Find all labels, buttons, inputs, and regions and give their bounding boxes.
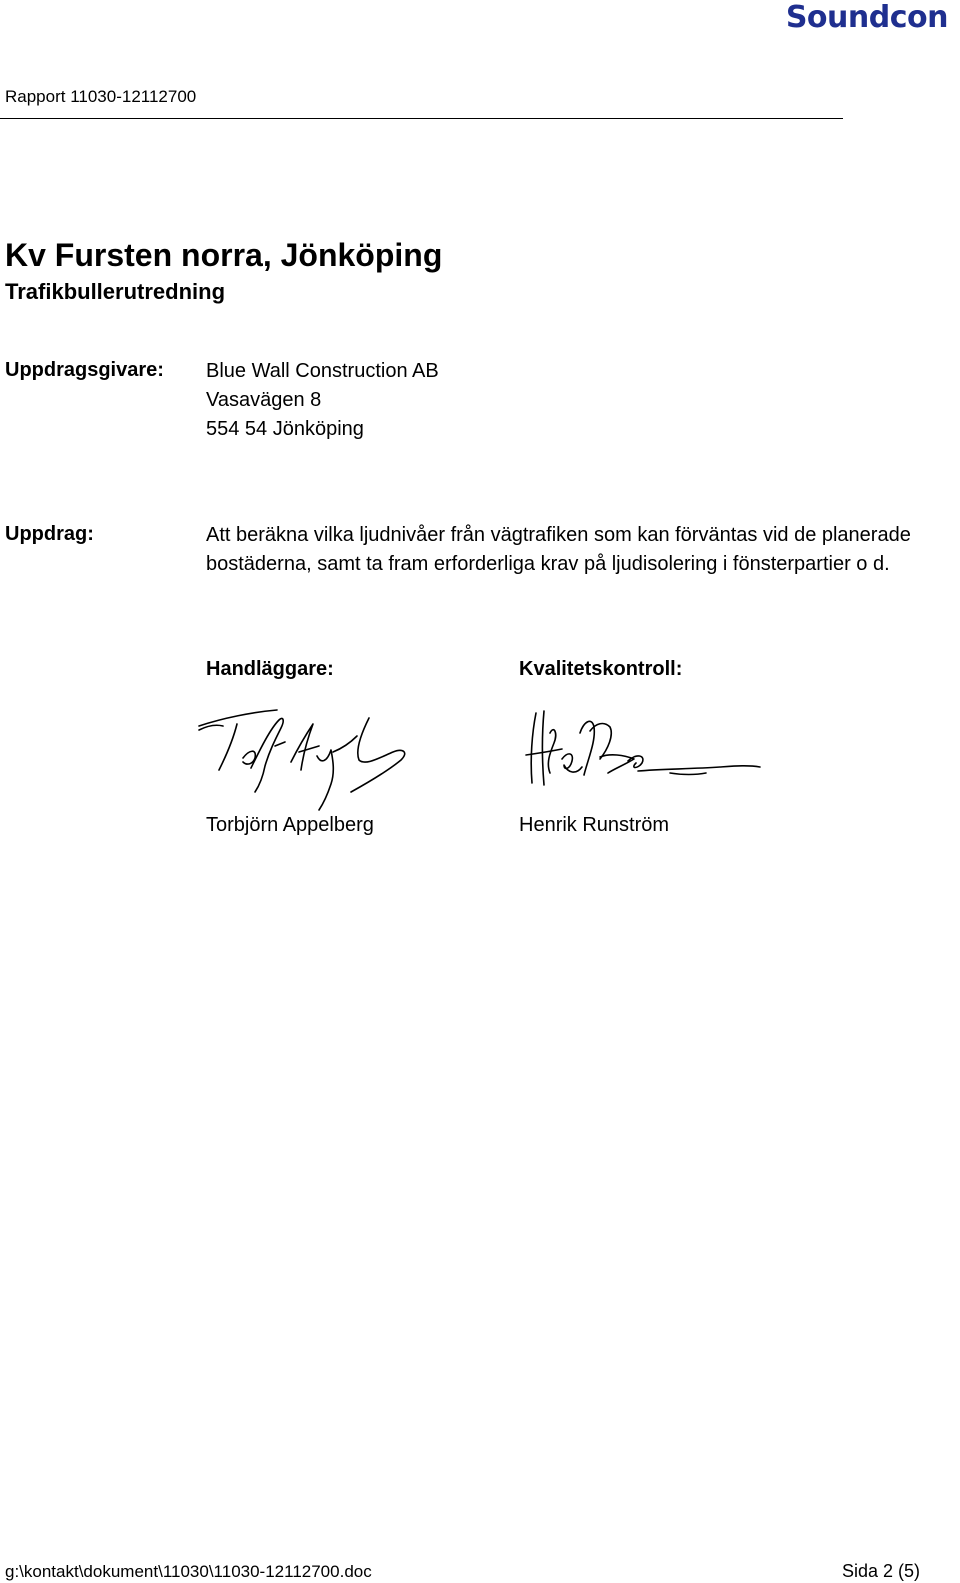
document-title: Kv Fursten norra, Jönköping [5,237,443,273]
client-name: Blue Wall Construction AB [206,360,439,382]
quality-control-signature [520,703,770,793]
footer-page-number: Sida 2 (5) [841,1561,920,1581]
document-subtitle: Trafikbullerutredning [5,279,226,304]
company-logo: Soundcon [785,0,948,35]
handler-label: Handläggare: [206,658,334,680]
client-city: 554 54 Jönköping [206,418,364,440]
client-address [206,357,439,444]
client-street: Vasavägen 8 [206,389,322,411]
footer-file-path: g:\kontakt\dokument\11030\11030-12112700.doc [5,1562,372,1581]
quality-control-label: Kvalitetskontroll: [519,658,683,680]
assignment-text: Att beräkna vilka ljudnivåer från vägtrafiken som kan förväntas vid de planerade bostäderna, samt ta fram erforderliga krav på ljudisolering i fönsterpartier o d. [206,524,911,575]
report-number: Rapport 11030-12112700 [5,87,197,106]
assignment-label: Uppdrag: [5,523,94,545]
handler-name: Torbjörn Appelberg [206,814,374,836]
client-label: Uppdragsgivare: [5,359,164,381]
quality-control-name: Henrik Runström [519,814,670,836]
handler-signature [193,700,418,815]
header-divider [0,118,843,119]
